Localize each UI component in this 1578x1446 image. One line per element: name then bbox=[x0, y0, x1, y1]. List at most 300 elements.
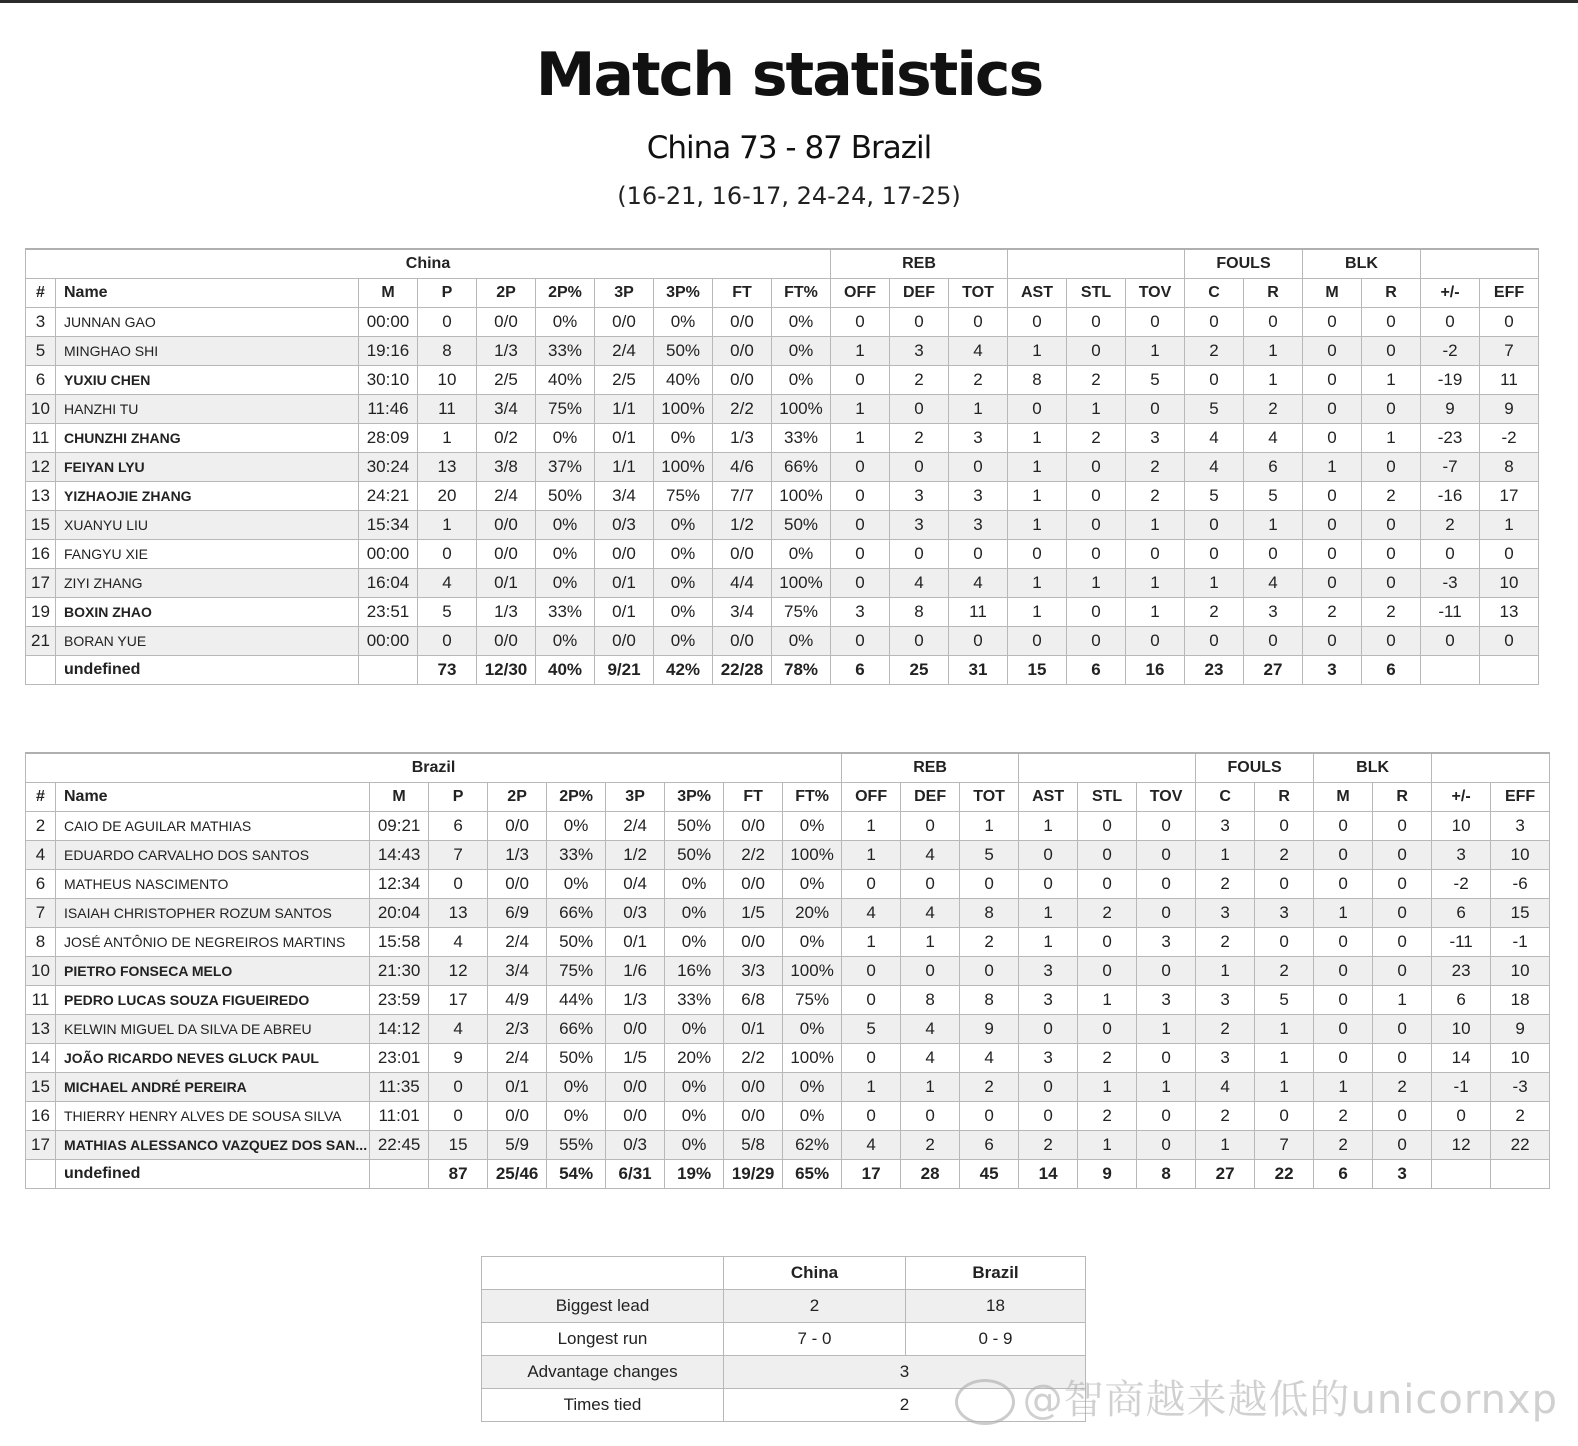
totals-cell: 6 bbox=[1067, 656, 1126, 685]
totals-cell: 14 bbox=[1019, 1160, 1078, 1189]
stat-cell: 1 bbox=[1078, 1131, 1137, 1160]
totals-cell: 17 bbox=[842, 1160, 901, 1189]
column-header: 2P% bbox=[536, 279, 595, 308]
stat-cell: 16:04 bbox=[359, 569, 418, 598]
stat-cell: 2 bbox=[960, 1073, 1019, 1102]
stat-cell: 3 bbox=[831, 598, 890, 627]
stat-cell: -19 bbox=[1421, 366, 1480, 395]
stat-cell: 4 bbox=[901, 1015, 960, 1044]
stat-cell: 1 bbox=[1137, 1015, 1196, 1044]
stat-cell: 0 bbox=[1185, 511, 1244, 540]
stat-cell: 2 bbox=[1314, 1131, 1373, 1160]
stat-cell: 0 bbox=[1362, 337, 1421, 366]
stat-cell: 1 bbox=[1008, 337, 1067, 366]
blank-group-header bbox=[1432, 753, 1550, 783]
stat-cell: 16% bbox=[665, 957, 724, 986]
stat-cell: 0/0 bbox=[724, 1073, 783, 1102]
stat-cell: 1 bbox=[1008, 511, 1067, 540]
stat-cell: 10 bbox=[1491, 1044, 1550, 1073]
stat-cell: 2 bbox=[949, 366, 1008, 395]
column-header: OFF bbox=[842, 783, 901, 812]
stat-cell: 0 bbox=[1373, 841, 1432, 870]
player-number: 17 bbox=[26, 569, 56, 598]
stat-cell: 1 bbox=[1126, 511, 1185, 540]
team-name-header: Brazil bbox=[26, 753, 842, 783]
column-header: FT bbox=[724, 783, 783, 812]
totals-cell bbox=[359, 656, 418, 685]
stat-cell: 3 bbox=[890, 482, 949, 511]
totals-blank bbox=[26, 1160, 56, 1189]
stat-cell: 0 bbox=[831, 569, 890, 598]
player-name: YUXIU CHEN bbox=[56, 366, 359, 395]
stat-cell: 0 bbox=[1303, 627, 1362, 656]
player-row bbox=[26, 1131, 1550, 1160]
stat-cell: 1 bbox=[1255, 1044, 1314, 1073]
stat-cell: 0% bbox=[783, 1102, 842, 1131]
stat-cell: 3 bbox=[1196, 899, 1255, 928]
totals-cell: 9/21 bbox=[595, 656, 654, 685]
stat-cell: 100% bbox=[772, 482, 831, 511]
column-header: TOV bbox=[1137, 783, 1196, 812]
stat-cell: 0 bbox=[842, 986, 901, 1015]
stat-cell: 0/3 bbox=[606, 1131, 665, 1160]
column-header: DEF bbox=[890, 279, 949, 308]
stat-cell: 0/0 bbox=[595, 540, 654, 569]
stat-cell: 0 bbox=[1255, 1102, 1314, 1131]
column-header: FT bbox=[713, 279, 772, 308]
stat-cell: 0 bbox=[1185, 366, 1244, 395]
stat-cell: 1/1 bbox=[595, 395, 654, 424]
totals-cell: 42% bbox=[654, 656, 713, 685]
stat-cell: 0 bbox=[1126, 627, 1185, 656]
column-header: M bbox=[370, 783, 429, 812]
stat-cell: 0 bbox=[890, 395, 949, 424]
stat-cell: 0% bbox=[783, 928, 842, 957]
stat-cell: 0 bbox=[1303, 569, 1362, 598]
stat-cell: 3/4 bbox=[713, 598, 772, 627]
stat-cell: 20% bbox=[783, 899, 842, 928]
stat-cell: 0 bbox=[890, 627, 949, 656]
totals-cell: 28 bbox=[901, 1160, 960, 1189]
stat-cell: 0% bbox=[665, 1015, 724, 1044]
summary-china-value: 2 bbox=[724, 1290, 906, 1323]
stat-cell: 0 bbox=[1314, 1015, 1373, 1044]
player-row bbox=[26, 598, 1539, 627]
stat-cell: 1 bbox=[831, 395, 890, 424]
stat-cell: 50% bbox=[547, 928, 606, 957]
stat-cell: 0% bbox=[654, 627, 713, 656]
stat-cell: 0% bbox=[536, 424, 595, 453]
stat-cell: 20 bbox=[418, 482, 477, 511]
stat-cell: 0 bbox=[949, 308, 1008, 337]
stat-cell: 4 bbox=[901, 899, 960, 928]
player-name: BORAN YUE bbox=[56, 627, 359, 656]
player-name: PEDRO LUCAS SOUZA FIGUEIREDO bbox=[56, 986, 370, 1015]
stat-cell: 9 bbox=[1421, 395, 1480, 424]
stat-cell: 0 bbox=[960, 870, 1019, 899]
player-number: 14 bbox=[26, 1044, 56, 1073]
player-row bbox=[26, 424, 1539, 453]
stat-cell: 4 bbox=[1185, 453, 1244, 482]
stat-cell: 50% bbox=[665, 812, 724, 841]
stat-cell: 0% bbox=[772, 540, 831, 569]
stat-cell: 0 bbox=[1314, 986, 1373, 1015]
stat-cell: 0 bbox=[949, 627, 1008, 656]
stat-cell: 14:12 bbox=[370, 1015, 429, 1044]
stat-cell: 0% bbox=[536, 569, 595, 598]
stat-cell: 0/0 bbox=[713, 366, 772, 395]
stat-cell: -11 bbox=[1421, 598, 1480, 627]
stat-cell: 44% bbox=[547, 986, 606, 1015]
stat-cell: 1 bbox=[1185, 569, 1244, 598]
stat-cell: 0 bbox=[949, 453, 1008, 482]
stat-cell: 0 bbox=[1255, 812, 1314, 841]
stat-cell: 2 bbox=[890, 424, 949, 453]
stat-cell: 0 bbox=[1067, 337, 1126, 366]
stat-cell: 0 bbox=[418, 627, 477, 656]
fouls-group-header: FOULS bbox=[1196, 753, 1314, 783]
player-number: 8 bbox=[26, 928, 56, 957]
totals-cell: 27 bbox=[1196, 1160, 1255, 1189]
stat-cell: 1 bbox=[418, 424, 477, 453]
stat-cell: 0 bbox=[1137, 841, 1196, 870]
stat-cell: 3 bbox=[1196, 812, 1255, 841]
player-number: 16 bbox=[26, 540, 56, 569]
stat-cell: 0 bbox=[1421, 308, 1480, 337]
stat-cell: 0 bbox=[1362, 627, 1421, 656]
stat-cell: 1/3 bbox=[477, 598, 536, 627]
stat-cell: 0 bbox=[831, 308, 890, 337]
stat-cell: 2 bbox=[1373, 1073, 1432, 1102]
stat-cell: 10 bbox=[1491, 841, 1550, 870]
stat-cell: 0/1 bbox=[488, 1073, 547, 1102]
stat-cell: 2 bbox=[1185, 337, 1244, 366]
blk-group-header: BLK bbox=[1303, 249, 1421, 279]
stat-cell: 12 bbox=[1432, 1131, 1491, 1160]
page-title: Match statistics bbox=[535, 40, 1043, 110]
stat-cell: 3 bbox=[1126, 424, 1185, 453]
stat-cell: 0/1 bbox=[724, 1015, 783, 1044]
stat-cell: 0 bbox=[1067, 627, 1126, 656]
team-totals-row bbox=[26, 656, 1539, 685]
column-header: TOV bbox=[1126, 279, 1185, 308]
stat-cell: 2 bbox=[1196, 1102, 1255, 1131]
player-number: 2 bbox=[26, 812, 56, 841]
stat-cell: 0 bbox=[1373, 957, 1432, 986]
stat-cell: 33% bbox=[665, 986, 724, 1015]
stat-cell: 1 bbox=[1244, 511, 1303, 540]
stat-cell: 10 bbox=[1432, 812, 1491, 841]
stat-cell: 100% bbox=[783, 841, 842, 870]
totals-cell: 54% bbox=[547, 1160, 606, 1189]
stat-cell: 0 bbox=[1362, 308, 1421, 337]
stat-cell: 0 bbox=[831, 627, 890, 656]
column-header: STL bbox=[1067, 279, 1126, 308]
stat-cell: 55% bbox=[547, 1131, 606, 1160]
column-header: STL bbox=[1078, 783, 1137, 812]
stat-cell: 0 bbox=[1019, 841, 1078, 870]
stat-cell: 5/9 bbox=[488, 1131, 547, 1160]
stat-cell: 1/1 bbox=[595, 453, 654, 482]
team-name-header: China bbox=[26, 249, 831, 279]
totals-cell: 6/31 bbox=[606, 1160, 665, 1189]
stat-cell: 0/0 bbox=[488, 1102, 547, 1131]
blank-group-header bbox=[1008, 249, 1185, 279]
stat-cell: 4/4 bbox=[713, 569, 772, 598]
player-number: 13 bbox=[26, 482, 56, 511]
totals-cell: 87 bbox=[429, 1160, 488, 1189]
player-name: JUNNAN GAO bbox=[56, 308, 359, 337]
stat-cell: 0/0 bbox=[724, 870, 783, 899]
stat-cell: 0/0 bbox=[724, 928, 783, 957]
stat-cell: 0/1 bbox=[606, 928, 665, 957]
stat-cell: 0% bbox=[783, 1073, 842, 1102]
stat-cell: 0 bbox=[901, 1102, 960, 1131]
stat-cell: 0/1 bbox=[595, 598, 654, 627]
stat-cell: 0 bbox=[1008, 395, 1067, 424]
stat-cell: 2 bbox=[1362, 482, 1421, 511]
totals-cell: 12/30 bbox=[477, 656, 536, 685]
stat-cell: 2 bbox=[1126, 482, 1185, 511]
stat-cell: 0 bbox=[1067, 453, 1126, 482]
stat-cell: 3 bbox=[1196, 986, 1255, 1015]
column-header: M bbox=[1314, 783, 1373, 812]
totals-label: undefined bbox=[56, 656, 359, 685]
column-header: 3P% bbox=[654, 279, 713, 308]
stat-cell: 4 bbox=[901, 1044, 960, 1073]
stat-cell: 0 bbox=[418, 540, 477, 569]
match-score: China 73 - 87 Brazil bbox=[646, 130, 932, 166]
player-name: PIETRO FONSECA MELO bbox=[56, 957, 370, 986]
stat-cell: 0 bbox=[949, 540, 1008, 569]
stat-cell: 11:35 bbox=[370, 1073, 429, 1102]
stat-cell: 50% bbox=[547, 1044, 606, 1073]
stat-cell: 1/3 bbox=[713, 424, 772, 453]
stat-cell: 5 bbox=[842, 1015, 901, 1044]
stat-cell: -16 bbox=[1421, 482, 1480, 511]
stat-cell: 2 bbox=[1362, 598, 1421, 627]
stat-cell: 23:59 bbox=[370, 986, 429, 1015]
summary-brazil-value: 0 - 9 bbox=[906, 1323, 1086, 1356]
player-number: 12 bbox=[26, 453, 56, 482]
stat-cell: 0% bbox=[547, 812, 606, 841]
stat-cell: 1 bbox=[949, 395, 1008, 424]
stat-cell: 2 bbox=[1255, 841, 1314, 870]
stat-cell: 0% bbox=[665, 928, 724, 957]
stat-cell: 3/4 bbox=[595, 482, 654, 511]
stat-cell: 0% bbox=[665, 1102, 724, 1131]
stat-cell: 1 bbox=[1019, 928, 1078, 957]
stat-cell: 66% bbox=[547, 1015, 606, 1044]
stat-cell: 0 bbox=[901, 957, 960, 986]
stat-cell: 0 bbox=[901, 870, 960, 899]
column-header: 3P bbox=[606, 783, 665, 812]
stat-cell: 3 bbox=[949, 424, 1008, 453]
stat-cell: 0% bbox=[783, 870, 842, 899]
stat-cell: 3 bbox=[890, 337, 949, 366]
stat-cell: 2/4 bbox=[488, 1044, 547, 1073]
summary-label: Biggest lead bbox=[482, 1290, 724, 1323]
stat-cell: 15 bbox=[1491, 899, 1550, 928]
stat-cell: 0% bbox=[536, 511, 595, 540]
player-number: 21 bbox=[26, 627, 56, 656]
stat-cell: 15:34 bbox=[359, 511, 418, 540]
quarter-scores: (16-21, 16-17, 24-24, 17-25) bbox=[617, 182, 961, 210]
stat-cell: 6/9 bbox=[488, 899, 547, 928]
stat-cell: 3 bbox=[890, 511, 949, 540]
totals-cell: 65% bbox=[783, 1160, 842, 1189]
stat-cell: 4 bbox=[842, 1131, 901, 1160]
player-row bbox=[26, 928, 1550, 957]
stat-cell: 2 bbox=[960, 928, 1019, 957]
stat-cell: 1 bbox=[1373, 986, 1432, 1015]
stat-cell: 17 bbox=[1480, 482, 1539, 511]
stat-cell: 5 bbox=[1185, 482, 1244, 511]
stat-cell: 22 bbox=[1491, 1131, 1550, 1160]
stat-cell: 0% bbox=[665, 899, 724, 928]
column-header: # bbox=[26, 783, 56, 812]
blank-group-header bbox=[1019, 753, 1196, 783]
summary-china-value: 7 - 0 bbox=[724, 1323, 906, 1356]
stat-cell: 0 bbox=[1137, 957, 1196, 986]
stat-cell: 9 bbox=[429, 1044, 488, 1073]
stat-cell: 0 bbox=[1067, 308, 1126, 337]
column-header: AST bbox=[1008, 279, 1067, 308]
blank-group-header bbox=[1421, 249, 1539, 279]
stat-cell: 1 bbox=[1303, 453, 1362, 482]
stat-cell: 4 bbox=[429, 928, 488, 957]
stat-cell: 100% bbox=[654, 453, 713, 482]
stat-cell: 1 bbox=[1255, 1015, 1314, 1044]
stat-cell: 0 bbox=[1067, 482, 1126, 511]
player-row bbox=[26, 511, 1539, 540]
player-number: 7 bbox=[26, 899, 56, 928]
stat-cell: 6 bbox=[960, 1131, 1019, 1160]
stat-cell: 22:45 bbox=[370, 1131, 429, 1160]
stat-cell: 2 bbox=[1126, 453, 1185, 482]
totals-cell: 45 bbox=[960, 1160, 1019, 1189]
totals-cell: 6 bbox=[831, 656, 890, 685]
player-row bbox=[26, 569, 1539, 598]
stat-cell: 00:00 bbox=[359, 540, 418, 569]
player-number: 15 bbox=[26, 511, 56, 540]
stat-cell: 4 bbox=[901, 841, 960, 870]
stat-cell: -7 bbox=[1421, 453, 1480, 482]
stat-cell: 1 bbox=[1137, 1073, 1196, 1102]
column-header: Name bbox=[56, 783, 370, 812]
stat-cell: 2 bbox=[1303, 598, 1362, 627]
player-row bbox=[26, 366, 1539, 395]
stat-cell: 0 bbox=[831, 366, 890, 395]
stat-cell: 0 bbox=[1244, 308, 1303, 337]
column-header: AST bbox=[1019, 783, 1078, 812]
stat-cell: 5 bbox=[960, 841, 1019, 870]
totals-cell: 8 bbox=[1137, 1160, 1196, 1189]
stat-cell: 3 bbox=[1019, 986, 1078, 1015]
stat-cell: 50% bbox=[772, 511, 831, 540]
totals-cell: 6 bbox=[1314, 1160, 1373, 1189]
stat-cell: -3 bbox=[1491, 1073, 1550, 1102]
stat-cell: 8 bbox=[960, 899, 1019, 928]
stat-cell: 20% bbox=[665, 1044, 724, 1073]
stat-cell: 1 bbox=[1078, 986, 1137, 1015]
stat-cell: 0 bbox=[1373, 899, 1432, 928]
stat-cell: 0 bbox=[1303, 424, 1362, 453]
stat-cell: 1 bbox=[1019, 812, 1078, 841]
stat-cell: 8 bbox=[960, 986, 1019, 1015]
stat-cell: 0/2 bbox=[477, 424, 536, 453]
stat-cell: 100% bbox=[772, 569, 831, 598]
stat-cell: 40% bbox=[536, 366, 595, 395]
stat-cell: 0/1 bbox=[595, 569, 654, 598]
stat-cell: 9 bbox=[1480, 395, 1539, 424]
player-row bbox=[26, 1015, 1550, 1044]
stat-cell: 8 bbox=[1480, 453, 1539, 482]
stat-cell: 2/4 bbox=[606, 812, 665, 841]
stat-cell: 37% bbox=[536, 453, 595, 482]
stat-cell: 3/3 bbox=[724, 957, 783, 986]
totals-cell: 6 bbox=[1362, 656, 1421, 685]
stat-cell: 40% bbox=[654, 366, 713, 395]
stat-cell: 13 bbox=[429, 899, 488, 928]
stat-cell: 0 bbox=[1480, 540, 1539, 569]
stat-cell: 0% bbox=[654, 308, 713, 337]
stat-cell: 2/2 bbox=[724, 1044, 783, 1073]
stat-cell: 2 bbox=[1078, 1102, 1137, 1131]
column-header: TOT bbox=[949, 279, 1008, 308]
stat-cell: 0 bbox=[842, 1044, 901, 1073]
stat-cell: 0/0 bbox=[724, 812, 783, 841]
stat-cell: 0 bbox=[1314, 1044, 1373, 1073]
blk-group-header: BLK bbox=[1314, 753, 1432, 783]
stat-cell: 0 bbox=[1373, 1044, 1432, 1073]
stat-cell: 10 bbox=[1480, 569, 1539, 598]
stat-cell: 0/0 bbox=[606, 1015, 665, 1044]
column-header: Name bbox=[56, 279, 359, 308]
stat-cell: 33% bbox=[772, 424, 831, 453]
column-header: C bbox=[1185, 279, 1244, 308]
summary-row-biggest-lead bbox=[482, 1290, 1086, 1323]
stat-cell: 4 bbox=[429, 1015, 488, 1044]
stat-cell: 1 bbox=[1078, 1073, 1137, 1102]
stat-cell: 13 bbox=[418, 453, 477, 482]
player-row bbox=[26, 395, 1539, 424]
stat-cell: 3 bbox=[949, 511, 1008, 540]
player-number: 16 bbox=[26, 1102, 56, 1131]
totals-label: undefined bbox=[56, 1160, 370, 1189]
stat-cell: 7/7 bbox=[713, 482, 772, 511]
stat-cell: 0/0 bbox=[713, 540, 772, 569]
totals-cell: 16 bbox=[1126, 656, 1185, 685]
stat-cell: 1 bbox=[1244, 337, 1303, 366]
stat-cell: 1 bbox=[1126, 598, 1185, 627]
stat-cell: 0 bbox=[1078, 812, 1137, 841]
stat-cell: 00:00 bbox=[359, 308, 418, 337]
stat-cell: 66% bbox=[547, 899, 606, 928]
stat-cell: 66% bbox=[772, 453, 831, 482]
stat-cell: 0 bbox=[1480, 627, 1539, 656]
fouls-group-header: FOULS bbox=[1185, 249, 1303, 279]
summary-label: Longest run bbox=[482, 1323, 724, 1356]
player-row bbox=[26, 337, 1539, 366]
stat-cell: 7 bbox=[429, 841, 488, 870]
stat-cell: 2/2 bbox=[713, 395, 772, 424]
player-number: 11 bbox=[26, 986, 56, 1015]
stat-cell: 0 bbox=[1137, 1102, 1196, 1131]
column-header: 2P bbox=[488, 783, 547, 812]
stat-cell: 0/0 bbox=[606, 1073, 665, 1102]
stat-cell: 6/8 bbox=[724, 986, 783, 1015]
